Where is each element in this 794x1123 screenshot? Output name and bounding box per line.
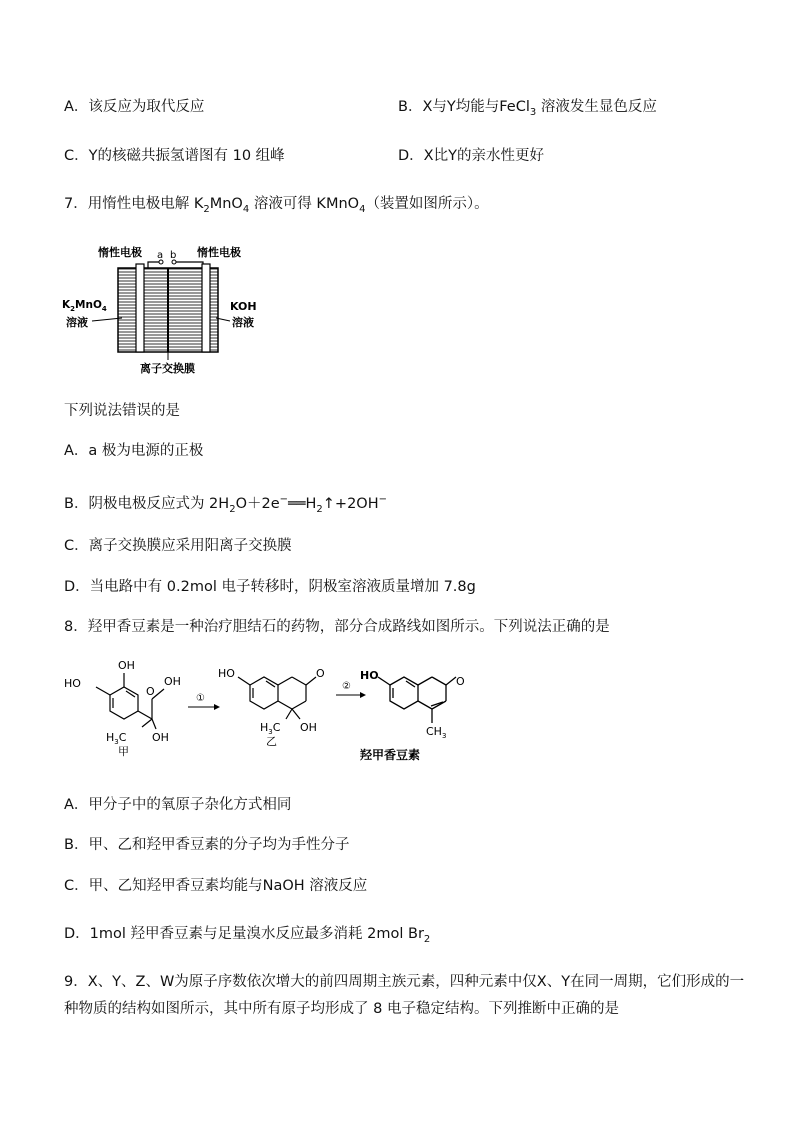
wire-right [176,262,203,268]
q8-option-c: C．甲、乙知羟甲香豆素均能与NaOH 溶液反应 [64,878,368,894]
label-step-2: ② [342,681,351,692]
electrolysis-apparatus-figure [60,238,290,378]
wire-left [148,262,159,268]
compound-jia [96,673,164,729]
label-o-1: O [146,685,155,698]
q7-option-a: A．a 极为电源的正极 [64,443,204,459]
q7-stem: 7．用惰性电极电解 $K_2MnO_4$ 溶液可得 KMnO$_4$（装置如图所示）。 [64,196,489,215]
compound-hydroxymethylcoumarin [378,677,456,723]
label-solution-left: 溶液 [66,316,88,329]
q7-option-b: B．阴极电极反应式为 $2H_2O+2e^-══H_2↑+2OH^-$ [64,494,387,515]
q9-stem-line-2: 种物质的结构如图所示，其中所有原子均形成了 8 电子稳定结构。下列推断中正确的是 [64,1001,619,1017]
q7-option-c: C．离子交换膜应采用阳离子交换膜 [64,538,292,554]
q6-option-c: C．Y的核磁共振氢谱图有 10 组峰 [64,148,285,164]
label-h3c-2: $H_3C$ [260,721,281,736]
label-a: a [157,250,164,261]
label-koh: KOH [230,300,257,313]
label-oh-2: OH [164,675,181,688]
label-step-1: ① [196,693,205,704]
compound-yi [238,677,316,719]
q8-option-b: B．甲、乙和羟甲香豆素的分子均为手性分子 [64,837,350,853]
synthesis-route-figure [60,655,480,775]
label-ho-1: HO [64,677,81,690]
label-b: b [170,250,177,261]
electrode-left [136,264,144,352]
label-oh-4: OH [300,721,317,734]
q9-stem-line-1: 9．X、Y、Z、W为原子序数依次增大的前四周期主族元素，四种元素中仅X、Y在同一周期，它们形成的一 [64,974,745,990]
q8-option-d: D．1mol 羟甲香豆素与足量溴水反应最多消耗 2mol $Br_2$ [64,926,431,945]
label-solution-right: 溶液 [232,316,254,329]
label-membrane: 离子交换膜 [140,362,195,375]
label-electrode-right: 惰性电极 [197,246,241,259]
q6-option-d: D．X比Y的亲水性更好 [398,148,544,164]
q8-stem: 8．羟甲香豆素是一种治疗胆结石的药物，部分合成路线如图所示。下列说法正确的是 [64,619,610,635]
label-ho-2: HO [218,667,235,680]
label-o-3: O [456,675,465,688]
label-h3c-1: $H_3C$ [106,731,127,746]
label-product: 羟甲香豆素 [360,748,421,762]
label-oh-3: OH [152,731,169,744]
q6-option-a: A．该反应为取代反应 [64,99,205,115]
label-oh-1: OH [118,659,135,672]
label-ch3: $CH_3$ [426,725,447,740]
label-ho-3: HO [360,669,379,682]
label-jia: 甲 [118,745,129,758]
label-yi: 乙 [266,735,277,748]
q6-option-b: B．X与Y均能与FeCl$_3$ 溶液发生显色反应 [398,99,657,118]
label-o-2: O [316,667,325,680]
q7-prompt: 下列说法错误的是 [64,403,180,419]
label-electrode-left: 惰性电极 [98,246,142,259]
q8-option-a: A．甲分子中的氧原子杂化方式相同 [64,797,292,813]
label-k2mno4: $K_2MnO_4$ [62,299,107,313]
q7-option-d: D．当电路中有 0.2mol 电子转移时，阴极室溶液质量增加 7.8g [64,579,476,595]
electrode-right [202,264,210,352]
